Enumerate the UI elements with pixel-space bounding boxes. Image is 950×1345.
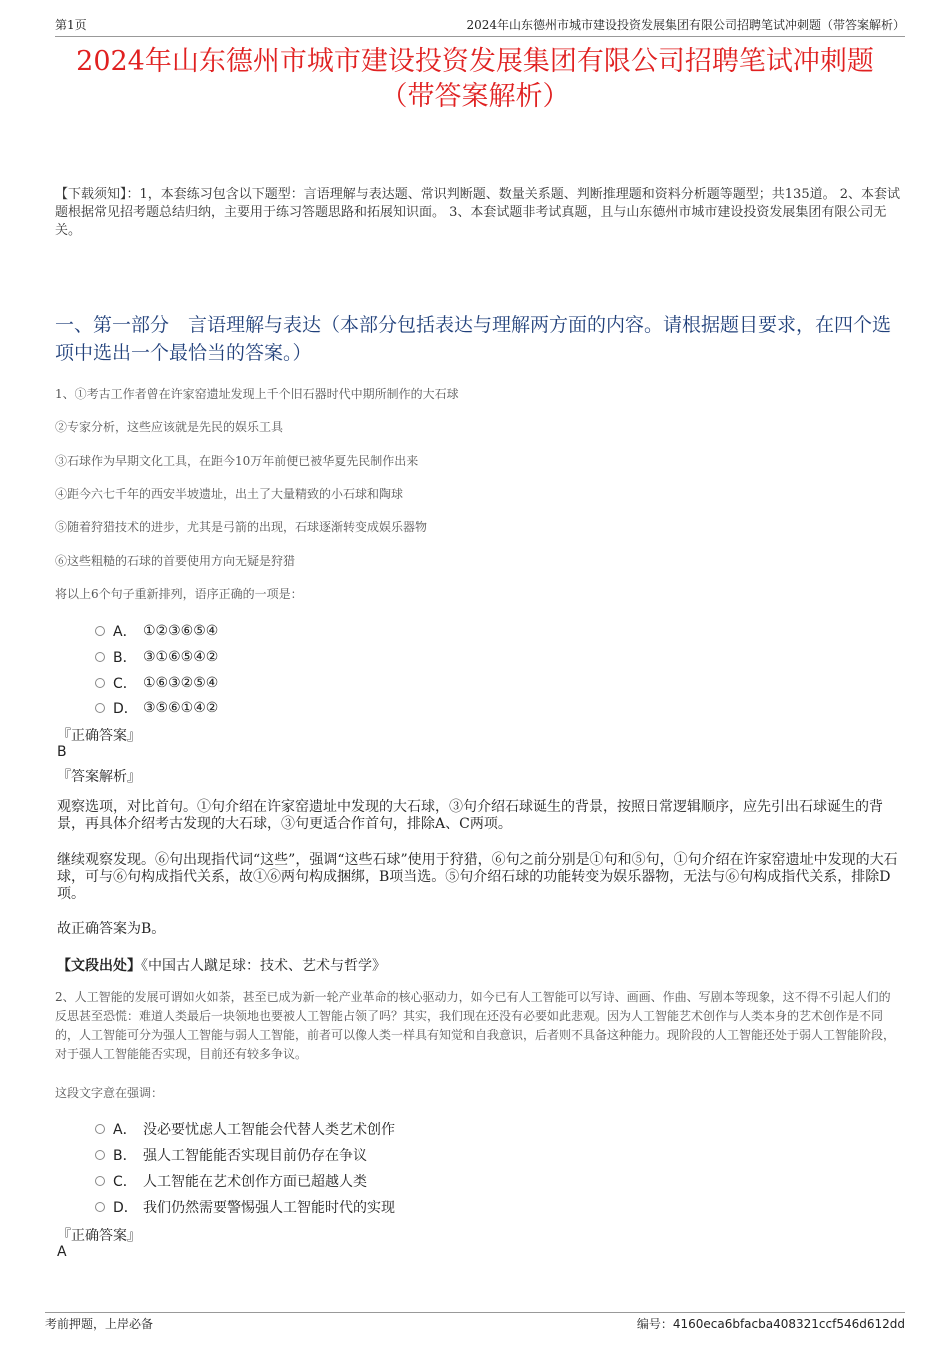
q2-option-c[interactable] bbox=[95, 1171, 367, 1191]
q1-sentence-5: ⑤随着狩猎技术的进步，尤其是弓箭的出现，石球逐渐转变成娱乐器物 bbox=[55, 520, 428, 534]
q2-text: 2、人工智能的发展可谓如火如荼，甚至已成为新一轮产业革命的核心驱动力，如今已有人工智能可以写诗、画画、作曲、写剧本等现象，这不得不引起人们的反思甚至恐慌：难道人类最后一块领地也要被人工智能占领了吗？其实，我们现在还没有必要如此悲观。因为人工智能艺术创作与人类本身的艺术创作是不同的，人工智能可分为强人工智能与弱人工智能，前者可以像人类一样具有知觉和自我意识，后者则不具备这种能力。现阶段的人工智能还处于弱人工智能阶段，对于强人工智能能否实现，目前还有较多争议。 bbox=[55, 990, 896, 1061]
q1-sentence-6: ⑥这些粗糙的石球的首要使用方向无疑是狩猎 bbox=[55, 554, 296, 568]
download-notice: 【下载须知】：1，本套练习包含以下题型：言语理解与表达题、常识判断题、数量关系题、判断推理题和资料分析题等题型；共135道。 2、本套试题根据常见招考题总结归纳，主要用于练习答题思路和拓展知识面。 3、本套试题非考试真题，且与山东德州市城市建设投资发展集团有限公司无关。 bbox=[55, 187, 900, 238]
q2-answer-label: 『正确答案』 bbox=[57, 1228, 141, 1244]
option-text: ③①⑥⑤④② bbox=[143, 649, 219, 665]
radio-icon[interactable] bbox=[95, 1202, 105, 1212]
q1-sentence-2: ②专家分析，这些应该就是先民的娱乐工具 bbox=[55, 420, 284, 434]
option-letter: A． bbox=[113, 624, 137, 640]
option-letter: C． bbox=[113, 676, 137, 692]
q2-stem: 这段文字意在强调： bbox=[55, 1086, 164, 1100]
q2-option-d[interactable] bbox=[95, 1197, 395, 1217]
footer-serial bbox=[637, 1315, 905, 1332]
radio-icon[interactable] bbox=[95, 678, 105, 688]
q1-stem: 将以上6个句子重新排列，语序正确的一项是： bbox=[55, 587, 303, 601]
option-letter: D． bbox=[113, 701, 138, 717]
q1-analysis-label: 『答案解析』 bbox=[57, 769, 141, 785]
section-heading: 一、第一部分 言语理解与表达（本部分包括表达与理解两方面的内容。请根据题目要求，在四个选项中选出一个最恰当的答案。） bbox=[55, 314, 892, 364]
q1-analysis-3: 故正确答案为B。 bbox=[57, 921, 166, 937]
q1-source bbox=[57, 955, 386, 975]
serial-code: 4160eca6bfacba408321ccf546d612dd bbox=[672, 1317, 905, 1331]
radio-icon[interactable] bbox=[95, 1176, 105, 1186]
option-text: 没必要忧虑人工智能会代替人类艺术创作 bbox=[143, 1122, 395, 1138]
option-text: ①②③⑥⑤④ bbox=[143, 623, 219, 639]
radio-icon[interactable] bbox=[95, 652, 105, 662]
footer-slogan: 考前押题，上岸必备 bbox=[45, 1317, 154, 1331]
option-text: 人工智能在艺术创作方面已超越人类 bbox=[143, 1174, 367, 1190]
q1-option-d[interactable] bbox=[95, 698, 218, 718]
option-letter: C． bbox=[113, 1174, 137, 1190]
source-text: 《中国古人蹴足球：技术、艺术与哲学》 bbox=[141, 958, 386, 974]
option-text: ③⑤⑥①④② bbox=[143, 700, 219, 716]
option-text: 我们仍然需要警惕强人工智能时代的实现 bbox=[143, 1200, 395, 1216]
header-doc-title: 2024年山东德州市城市建设投资发展集团有限公司招聘笔试冲刺题（带答案解析） bbox=[466, 18, 905, 32]
radio-icon[interactable] bbox=[95, 703, 105, 713]
document-title: 2024年山东德州市城市建设投资发展集团有限公司招聘笔试冲刺题（带答案解析） bbox=[76, 46, 874, 112]
q1-answer-label: 『正确答案』 bbox=[57, 728, 141, 744]
option-text: 强人工智能能否实现目前仍存在争议 bbox=[143, 1148, 367, 1164]
option-letter: B． bbox=[113, 650, 137, 666]
option-letter: B． bbox=[113, 1148, 137, 1164]
radio-icon[interactable] bbox=[95, 1150, 105, 1160]
q1-sentence-4: ④距今六七千年的西安半坡遗址，出土了大量精致的小石球和陶球 bbox=[55, 487, 404, 501]
radio-icon[interactable] bbox=[95, 626, 105, 636]
q1-sentence-3: ③石球作为早期文化工具，在距今10万年前便已被华夏先民制作出来 bbox=[55, 454, 419, 468]
q2-answer: A bbox=[57, 1244, 67, 1260]
option-text: ①⑥③②⑤④ bbox=[143, 675, 219, 691]
q2-option-b[interactable] bbox=[95, 1145, 367, 1165]
q1-analysis-2: 继续观察发现。⑥句出现指代词“这些”，强调“这些石球”使用于狩猎，⑥句之前分别是①句和⑤句，①句介绍在许家窑遗址中发现的大石球，可与⑥句构成指代关系，故①⑥两句构成捆绑，B项当选。⑤句介绍石球的功能转变为娱乐器物，无法与⑥句构成指代关系，排除D项。 bbox=[57, 852, 898, 902]
q1-option-b[interactable] bbox=[95, 647, 218, 667]
q1-option-c[interactable] bbox=[95, 673, 218, 693]
q1-sentence-1: 1、①考古工作者曾在许家窑遗址发现上千个旧石器时代中期所制作的大石球 bbox=[55, 387, 459, 401]
source-label: 【文段出处】 bbox=[57, 958, 141, 974]
page-footer bbox=[45, 1312, 905, 1332]
serial-label: 编号： bbox=[636, 1317, 673, 1331]
option-letter: A． bbox=[113, 1122, 137, 1138]
page-number: 第1页 bbox=[55, 18, 87, 32]
q1-analysis-1: 观察选项，对比首句。①句介绍在许家窑遗址中发现的大石球，③句介绍石球诞生的背景，按照日常逻辑顺序，应先引出石球诞生的背景，再具体介绍考古发现的大石球，③句更适合作首句，排除A、C两项。 bbox=[57, 799, 883, 832]
q1-option-a[interactable] bbox=[95, 621, 218, 641]
q2-option-a[interactable] bbox=[95, 1119, 395, 1139]
page-header bbox=[55, 16, 905, 37]
radio-icon[interactable] bbox=[95, 1124, 105, 1134]
q1-answer: B bbox=[57, 744, 67, 760]
option-letter: D． bbox=[113, 1200, 138, 1216]
